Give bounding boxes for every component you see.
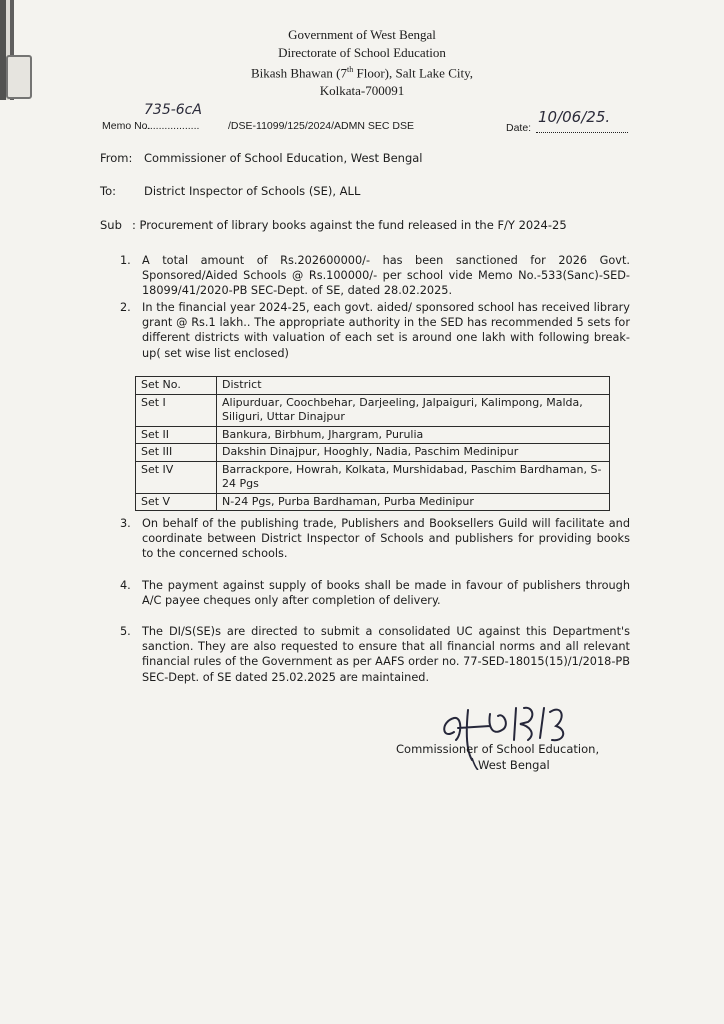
memo-dots: ...................	[144, 120, 200, 132]
header-line-2: Directorate of School Education	[278, 44, 446, 60]
date-label: Date:	[506, 122, 532, 134]
subject-label: Sub	[100, 218, 122, 232]
to-value: District Inspector of Schools (SE), ALL	[144, 184, 361, 198]
memo-label: Memo No.	[102, 120, 151, 132]
to-label: To:	[100, 184, 116, 198]
table-row: Set II Bankura, Birbhum, Jhargram, Purulia	[136, 426, 610, 444]
date-handwritten: 10/06/25.	[538, 108, 611, 126]
col-header-set-no: Set No.	[136, 377, 217, 395]
table-header-row	[136, 377, 610, 395]
col-header-district: District	[217, 377, 610, 395]
from-value: Commissioner of School Education, West Bengal	[144, 151, 423, 165]
table-row: Set V N-24 Pgs, Purba Bardhaman, Purba Medinipur	[136, 493, 610, 511]
sets-table	[135, 376, 610, 511]
point-4: 4. The payment against supply of books shall be made in favour of publishers through A/C payee cheques only after completion of delivery.	[120, 579, 630, 608]
subject-value: : Procurement of library books against the fund released in the F/Y 2024-25	[132, 218, 567, 232]
memo-reference: /DSE-11099/125/2024/ADMN SEC DSE	[228, 120, 414, 132]
memo-handwritten-number: 735-6cA	[144, 102, 202, 118]
point-3: 3. On behalf of the publishing trade, Publishers and Booksellers Guild will facilitate and coordinate between District Inspector of Schools and publishers for providing books to the concerned schools.	[120, 517, 630, 561]
memo-row	[102, 102, 662, 142]
point-5: 5. The DI/S(SE)s are directed to submit a consolidated UC against this Department's sanction. They are also requested to ensure that all financial norms and all relevant financial rules of the Government as per AAFS order no. 77-SED-18015(15)/1/2018-PB SEC-Dept. of SE dated 25.02.2025 are maintained.	[120, 625, 630, 684]
from-label: From:	[100, 151, 133, 165]
letter-header	[0, 26, 724, 99]
header-line-4: Kolkata-700091	[319, 82, 405, 98]
signatory-title-2: West Bengal	[478, 758, 550, 772]
header-line-3: Bikash Bhawan (7th Floor), Salt Lake City,	[250, 65, 474, 81]
point-2: 2. In the financial year 2024-25, each govt. aided/ sponsored school has received library grant @ Rs.1 lakh.. The appropriate authority in the SED has recommended 5 sets for different districts with valuation of each set is around one lakh with following break-up( set wise list enclosed)	[120, 301, 630, 360]
signatory-block	[396, 741, 599, 773]
table-row: Set IV Barrackpore, Howrah, Kolkata, Murshidabad, Paschim Bardhaman, S-24 Pgs	[136, 461, 610, 493]
point-1: 1. A total amount of Rs.202600000/- has been sanctioned for 2026 Govt. Sponsored/Aided Schools @ Rs.100000/- per school vide Memo No.-533(Sanc)-SED-18099/41/2020-PB SEC-Dept. of SE, dated 28.02.2025.	[120, 254, 630, 298]
table-row: Set I Alipurduar, Coochbehar, Darjeeling, Jalpaiguri, Kalimpong, Malda, Siliguri, Uttar Dinajpur	[136, 394, 610, 426]
date-dotted-line	[536, 132, 628, 133]
table-row: Set III Dakshin Dinajpur, Hooghly, Nadia, Paschim Medinipur	[136, 444, 610, 462]
header-line-1: Government of West Bengal	[288, 27, 436, 42]
signatory-title-1: Commissioner of School Education,	[396, 742, 600, 756]
